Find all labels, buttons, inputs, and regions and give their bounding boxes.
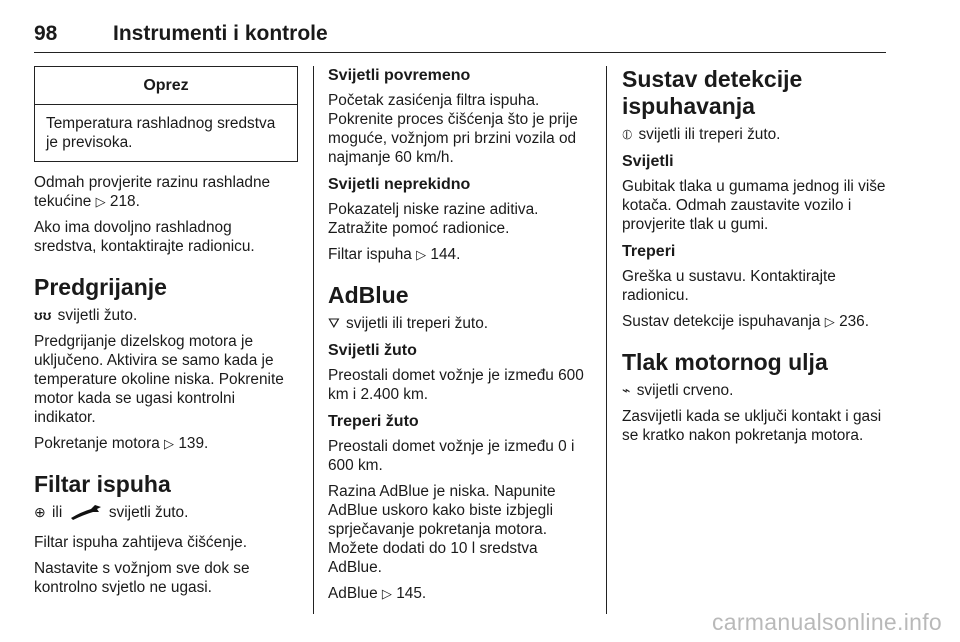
section-title: Instrumenti i kontrole (113, 22, 328, 45)
adblue-status: ⛛ svijetli ili treperi žuto. (328, 315, 489, 332)
razina-text: Razina AdBlue je niska. Napunite AdBlue uskoro kako biste izbjegli sprječavanje pokretanja motora. Možete dodati do 10 l sredstva AdBlue. (328, 483, 556, 576)
adblue-icon: ⛛ (328, 315, 340, 331)
heading-tlak-ulja: Tlak motornog ulja (622, 349, 828, 375)
page-header (34, 22, 886, 53)
caution-title: Oprez (35, 67, 297, 105)
column-2 (328, 66, 592, 610)
watermark: carmanualsonline.info (711, 609, 942, 635)
page-ref-link[interactable]: 139. (178, 435, 209, 452)
caution-box (34, 66, 298, 162)
filtar-text-1: Filtar ispuha zahtijeva čišćenje. (34, 534, 248, 551)
heading-filtar-ispuha: Filtar ispuha (34, 471, 171, 497)
glow-plug-icon: ʊʊ (34, 307, 52, 323)
column-divider (313, 66, 314, 614)
treperi-zuto-text: Preostali domet vožnje je između 0 i 600 km. (328, 438, 575, 474)
filtar-ref: Filtar ispuha ▷ 144. (328, 246, 461, 263)
treperi-text: Greška u sustavu. Kontaktirajte radionicu. (622, 268, 836, 304)
exhaust-filter-icon: ⊕ (34, 504, 46, 520)
tire-pressure-icon: ⦶ (622, 126, 633, 142)
sustav-ref: Sustav detekcije ispuhavanja ▷ 236. (622, 313, 870, 330)
page-ref-link[interactable]: 144. (430, 246, 461, 263)
heading-svijetli-zuto: Svijetli žuto (328, 342, 417, 359)
ref-arrow-icon: ▷ (824, 314, 835, 329)
heading-svijetli: Svijetli (622, 153, 674, 170)
pokretanje-ref: Pokretanje motora ▷ 139. (34, 435, 209, 452)
coolant-ok-paragraph: Ako ima dovoljno rashladnog sredstva, kontaktirajte radionicu. (34, 219, 255, 255)
heading-adblue: AdBlue (328, 282, 409, 308)
caution-text: Temperatura rashladnog sredstva je previsoka. (46, 115, 276, 151)
zuto-text: Preostali domet vožnje je između 600 km i 2.400 km. (328, 367, 584, 403)
tlak-status: ⌁ svijetli crveno. (622, 382, 734, 399)
heading-predgrijanje: Predgrijanje (34, 274, 167, 300)
page-ref-link[interactable]: 218. (109, 193, 140, 210)
coolant-check-paragraph: Odmah provjerite razinu rashladne tekućine ▷ 218. (34, 174, 271, 210)
page-ref-link[interactable]: 236. (839, 313, 870, 330)
adblue-ref: AdBlue ▷ 145. (328, 585, 427, 602)
heading-svijetli-povremeno: Svijetli povremeno (328, 67, 471, 84)
sustav-status: ⦶ svijetli ili treperi žuto. (622, 126, 781, 143)
povremeno-text: Početak zasićenja filtra ispuha. Pokrenite proces čišćenja što je prije moguće, vožnjom pri brzini vozila od najmanje 60 km/h. (328, 92, 578, 166)
page-ref-link[interactable]: 145. (396, 585, 427, 602)
column-3 (622, 66, 888, 452)
svijetli-text: Gubitak tlaka u gumama jednog ili više kotača. Odmah zaustavite vozilo i provjerite tlak u gumi. (622, 178, 886, 233)
ref-arrow-icon: ▷ (416, 247, 427, 262)
filtar-text-2: Nastavite s vožnjom sve dok se kontrolno svjetlo ne ugasi. (34, 560, 250, 596)
column-1 (34, 66, 298, 604)
ref-arrow-icon: ▷ (95, 194, 106, 209)
column-divider (606, 66, 607, 614)
oil-pressure-icon: ⌁ (622, 382, 631, 398)
heading-treperi-zuto: Treperi žuto (328, 413, 419, 430)
filtar-status: ⊕ ili svijetli žuto. (34, 503, 298, 526)
neprekidno-text: Pokazatelj niske razine aditiva. Zatražite pomoć radionice. (328, 201, 539, 237)
heading-sustav-detekcije: Sustav detekcije ispuhavanja (622, 66, 803, 119)
page-number: 98 (34, 22, 58, 45)
ref-arrow-icon: ▷ (381, 586, 392, 601)
tlak-text: Zasvijetli kada se uključi kontakt i gasi se kratko nakon pokretanja motora. (622, 408, 882, 444)
heading-treperi: Treperi (622, 243, 676, 260)
predgrijanje-text: Predgrijanje dizelskog motora je uključeno. Aktivira se samo kada je temperature okoline niska. Pokrenite motor kada se ugasi kontrolni indikator. (34, 333, 284, 426)
heading-svijetli-neprekidno: Svijetli neprekidno (328, 176, 471, 193)
predgrijanje-status: ʊʊ svijetli žuto. (34, 307, 138, 324)
wrench-icon (69, 503, 103, 526)
ref-arrow-icon: ▷ (164, 436, 175, 451)
